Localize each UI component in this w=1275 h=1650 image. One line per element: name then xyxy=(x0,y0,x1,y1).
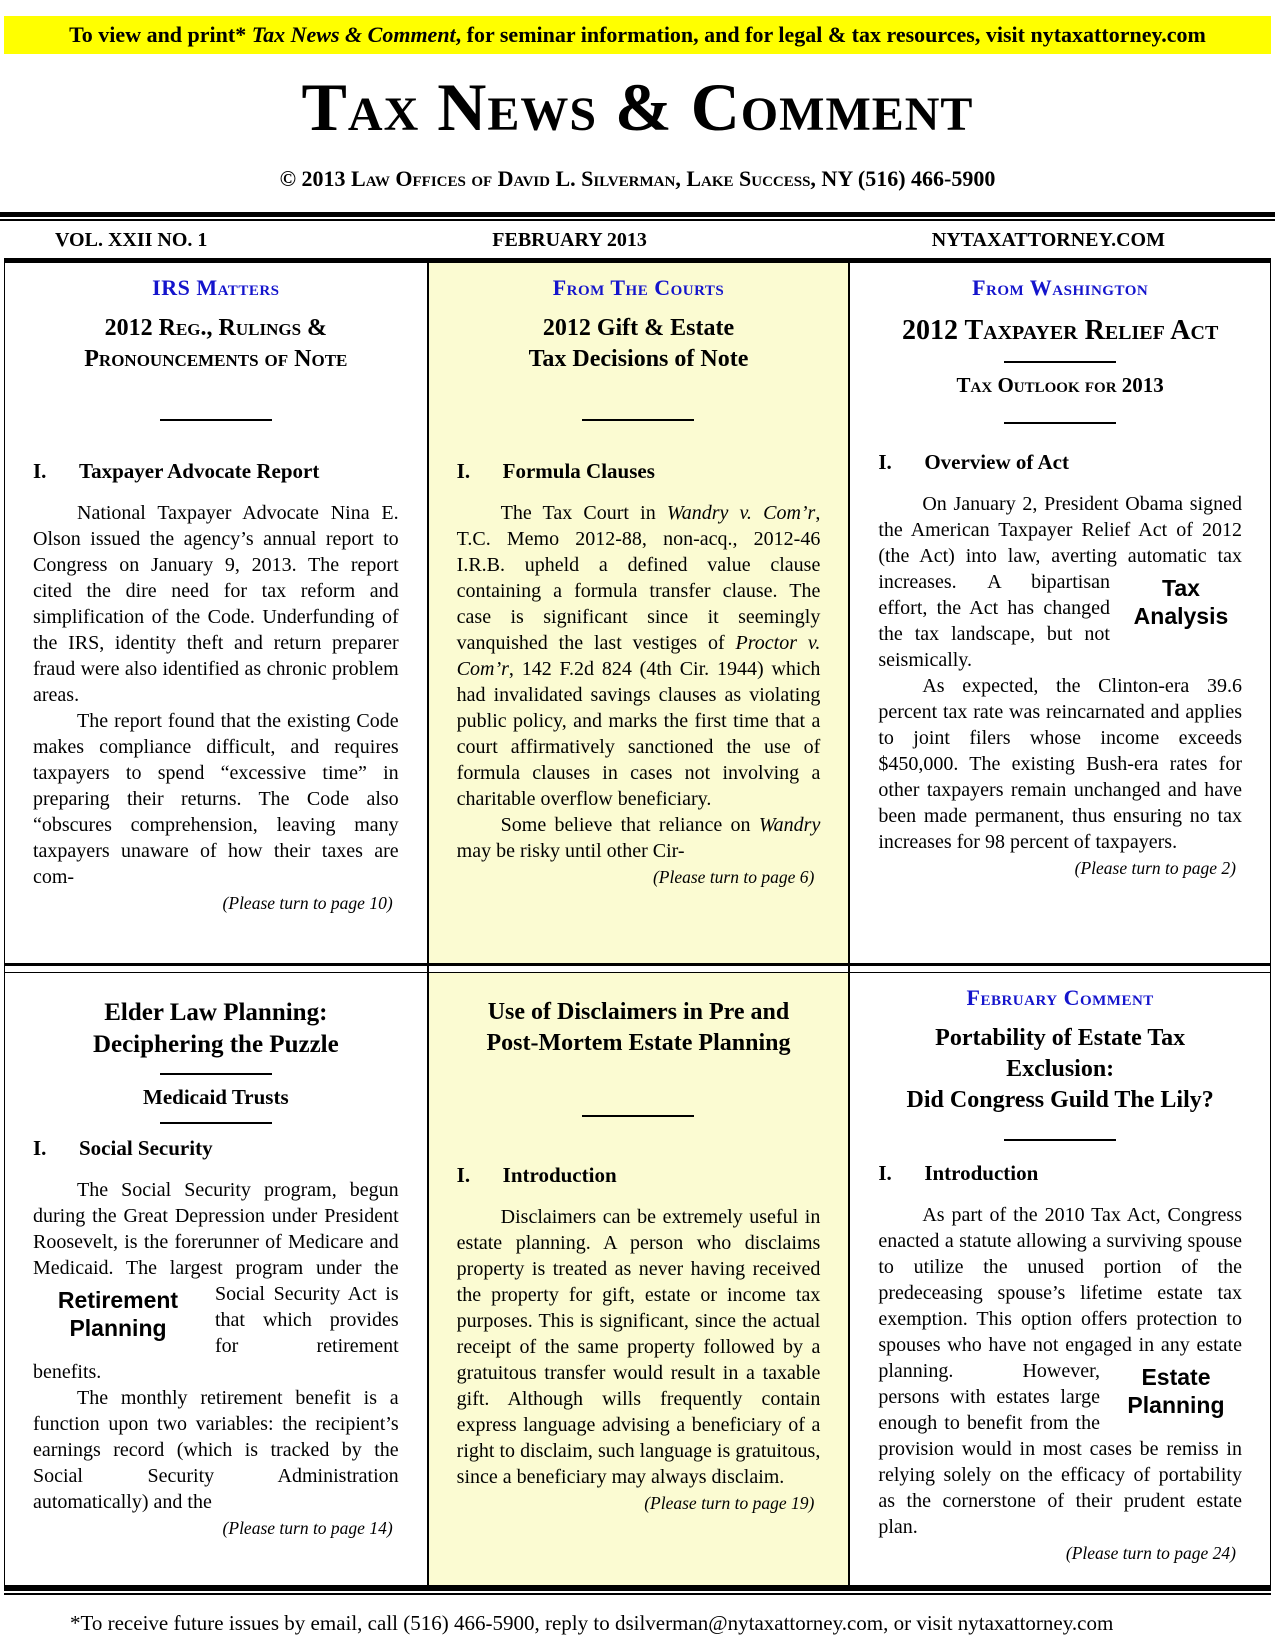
article-subtitle: Medicaid Trusts xyxy=(143,1085,289,1110)
article-title-line: Did Congress Guild The Lily? xyxy=(906,1086,1214,1113)
article-title-line: Post-Mortem Estate Planning xyxy=(486,1029,791,1056)
article-title-line: 2012 Gift & Estate xyxy=(542,315,735,342)
text-segment: As part of the 2010 Tax Act, Congress enacted a statute allowing a surviving spouse to utilize the unused portion of the predeceasing spouse’s lifetime estate tax exemption. This option offers protection to spouses who have not engaged in any estate planning. However, xyxy=(878,1204,1242,1383)
paragraph: The report found that the existing Code makes compliance difficult, and requires taxpayers to spend “excessive time” in preparing their returns. The Code also “obscures comprehension, leaving many taxpayers unaware of how their taxes are com- xyxy=(33,709,399,888)
article-title xyxy=(457,313,821,374)
article-title-line: 2012 Reg., Rulings & xyxy=(104,315,328,342)
text-segment: , T.C. Memo 2012-88, non-acq., 2012-46 I.R.B. upheld a defined value clause containing a formula transfer clause. The case is significant since it seemingly vanquished the last vestiges of xyxy=(456,501,821,654)
top-banner xyxy=(4,16,1271,54)
text-segment: A bipartisan effort, the Act has changed the tax landscape, but not seismically. xyxy=(878,571,1110,672)
article-title-line: Elder Law Planning: xyxy=(104,999,328,1027)
section-title: Formula Clauses xyxy=(502,458,655,483)
case-citation: Proctor v. Com’r xyxy=(456,631,821,680)
divider-rule xyxy=(1004,422,1116,424)
article-kicker: February Comment xyxy=(966,985,1154,1011)
paragraph: Disclaimers can be extremely useful in estate planning. A person who disclaims property is treated as never having received the property for gift, estate or income tax purposes. This is significant, since the actual receipt of the same property followed by a gratuitous transfer would result in a taxable gift. Although wills frequently contain express language advising a beneficiary of a right to disclaim, such language is gratuitous, since a beneficiary may always disclaim. xyxy=(456,1205,821,1488)
masthead-divider xyxy=(0,212,1275,221)
newsletter-title: Tax News & Comment xyxy=(301,69,974,145)
volume-number: VOL. XXII NO. 1 xyxy=(55,229,208,252)
row-divider xyxy=(5,963,427,973)
article-title xyxy=(33,313,399,374)
section-heading xyxy=(33,1136,399,1161)
articles-grid xyxy=(4,258,1271,1591)
article-from-washington xyxy=(848,263,1270,963)
text-segment: The Social Security program, begun during the Great Depression under President Roosevelt, is the forerunner of Medicare and Medicaid. The largest program under the xyxy=(33,1179,399,1280)
text-segment: Social Security Act is that which provides for retirement benefits. xyxy=(33,1283,399,1384)
divider-rule xyxy=(1004,1139,1116,1141)
article-kicker: IRS Matters xyxy=(152,275,280,301)
row-divider xyxy=(848,963,1270,973)
article-title-line: Tax Decisions of Note xyxy=(528,345,749,372)
banner-newsletter-name: Tax News & Comment xyxy=(251,22,456,47)
divider-rule xyxy=(160,419,272,421)
section-title: Introduction xyxy=(924,1161,1039,1186)
website-url: NYTAXATTORNEY.COM xyxy=(931,229,1165,252)
continuation-note: (Please turn to page 2) xyxy=(1074,858,1236,879)
divider-rule xyxy=(582,1115,694,1117)
paragraph xyxy=(878,491,1242,673)
section-number: I. xyxy=(878,450,892,475)
footer-note: *To receive future issues by email, call (516) 466-5900, reply to dsilverman@nytaxattorney.com, or visit nytaxattorney.com xyxy=(70,1611,1114,1636)
issue-date: FEBRUARY 2013 xyxy=(492,229,647,252)
pull-quote-estate-planning: Estate Planning xyxy=(1127,1364,1225,1418)
divider-rule xyxy=(160,1073,272,1075)
paragraph xyxy=(33,1177,399,1385)
divider-rule xyxy=(582,419,694,421)
section-heading xyxy=(33,459,399,484)
article-title xyxy=(878,1023,1242,1115)
article-use-of-disclaimers xyxy=(427,973,849,1585)
divider-rule xyxy=(1004,361,1116,363)
pull-quote-retirement-planning: Retirement Planning xyxy=(57,1287,179,1341)
article-title-line: Portability of Estate Tax Exclusion: xyxy=(935,1025,1186,1082)
banner-text: To view and print* xyxy=(69,22,252,47)
paragraph: The monthly retirement benefit is a function upon two variables: the recipient’s earnings record (which is tracked by the Social Security Administration automatically) and the xyxy=(33,1387,399,1514)
continuation-note: (Please turn to page 6) xyxy=(652,866,815,887)
article-elder-law-planning xyxy=(5,973,427,1585)
article-february-comment xyxy=(848,973,1270,1585)
section-heading xyxy=(878,450,1242,475)
article-subtitle: Tax Outlook for 2013 xyxy=(956,373,1164,398)
section-heading xyxy=(457,459,821,484)
text-segment: may be risky until other Cir- xyxy=(456,839,685,862)
article-kicker: From The Courts xyxy=(552,275,725,301)
section-number: I. xyxy=(456,1162,471,1187)
article-from-the-courts xyxy=(427,263,849,963)
continuation-note: (Please turn to page 19) xyxy=(644,1492,815,1513)
article-title xyxy=(457,997,821,1058)
banner-text: , for seminar information, and for legal & tax resources, visit nytaxattorney.com xyxy=(455,22,1206,47)
section-title: Overview of Act xyxy=(924,450,1069,475)
text-segment: , 142 F.2d 824 (4th Cir. 1944) which had invalidated savings clauses as violating public policy, and marks the first time that a court affirmatively sanctioned the use of formula clauses in cases not involving a charitable overflow beneficiary. xyxy=(456,657,821,810)
paragraph xyxy=(457,812,821,864)
section-title: Taxpayer Advocate Report xyxy=(79,458,320,483)
divider-rule xyxy=(160,1122,272,1124)
section-heading xyxy=(878,1161,1242,1186)
article-kicker: From Washington xyxy=(972,275,1149,301)
paragraph xyxy=(878,1202,1242,1540)
article-title xyxy=(33,997,399,1061)
section-number: I. xyxy=(456,458,471,483)
text-segment: persons with estates large enough to benefit from the provision would in most cases be remiss in relying solely on the efficacy of portability as the cornerstone of their prudent estate plan. xyxy=(878,1386,1242,1539)
row-divider xyxy=(427,963,849,973)
copyright-line: © 2013 Law Offices of David L. Silverman, Lake Success, NY (516) 466-5900 xyxy=(279,166,996,192)
paragraph: As expected, the Clinton-era 39.6 percent tax rate was reincarnated and applies to joint filers whose income exceeds $450,000. The existing Bush-era rates for other taxpayers remain unchanged and have been made permanent, thus ensuring no tax increases for 98 percent of taxpayers. xyxy=(878,675,1242,854)
article-title-line: Use of Disclaimers in Pre and xyxy=(487,999,790,1026)
case-citation: Wandry v. Com’r xyxy=(666,501,816,524)
continuation-note: (Please turn to page 24) xyxy=(1065,1543,1236,1564)
section-heading xyxy=(457,1163,821,1188)
text-segment: On January 2, President Obama signed the American Taxpayer Relief Act of 2012 (the Act) into law, averting automatic tax increases. xyxy=(878,493,1242,594)
continuation-note: (Please turn to page 10) xyxy=(222,892,393,913)
text-segment: Some believe that reliance on xyxy=(500,813,759,836)
continuation-note: (Please turn to page 14) xyxy=(222,1518,393,1539)
article-irs-matters xyxy=(5,263,427,963)
paragraph xyxy=(457,500,821,812)
paragraph: National Taxpayer Advocate Nina E. Olson issued the agency’s annual report to Congress on January 9, 2013. The report cited the dire need for tax reform and simplification of the Code. Underfunding of the IRS, identity theft and return preparer fraud were also identified as chronic problem areas. xyxy=(33,501,399,706)
case-citation: Wandry xyxy=(758,813,821,836)
article-title-line: Pronouncements of Note xyxy=(84,345,348,372)
section-title: Social Security xyxy=(79,1136,213,1161)
section-number: I. xyxy=(33,1136,47,1161)
issue-info-bar xyxy=(0,221,1275,258)
text-segment: The Tax Court in xyxy=(500,501,667,524)
pull-quote-tax-analysis: Tax Analysis xyxy=(1133,575,1229,629)
section-number: I. xyxy=(878,1161,892,1186)
article-title-line: Deciphering the Puzzle xyxy=(92,1031,339,1059)
section-number: I. xyxy=(33,458,47,483)
article-title: 2012 Taxpayer Relief Act xyxy=(901,315,1219,347)
section-title: Introduction xyxy=(502,1162,617,1187)
